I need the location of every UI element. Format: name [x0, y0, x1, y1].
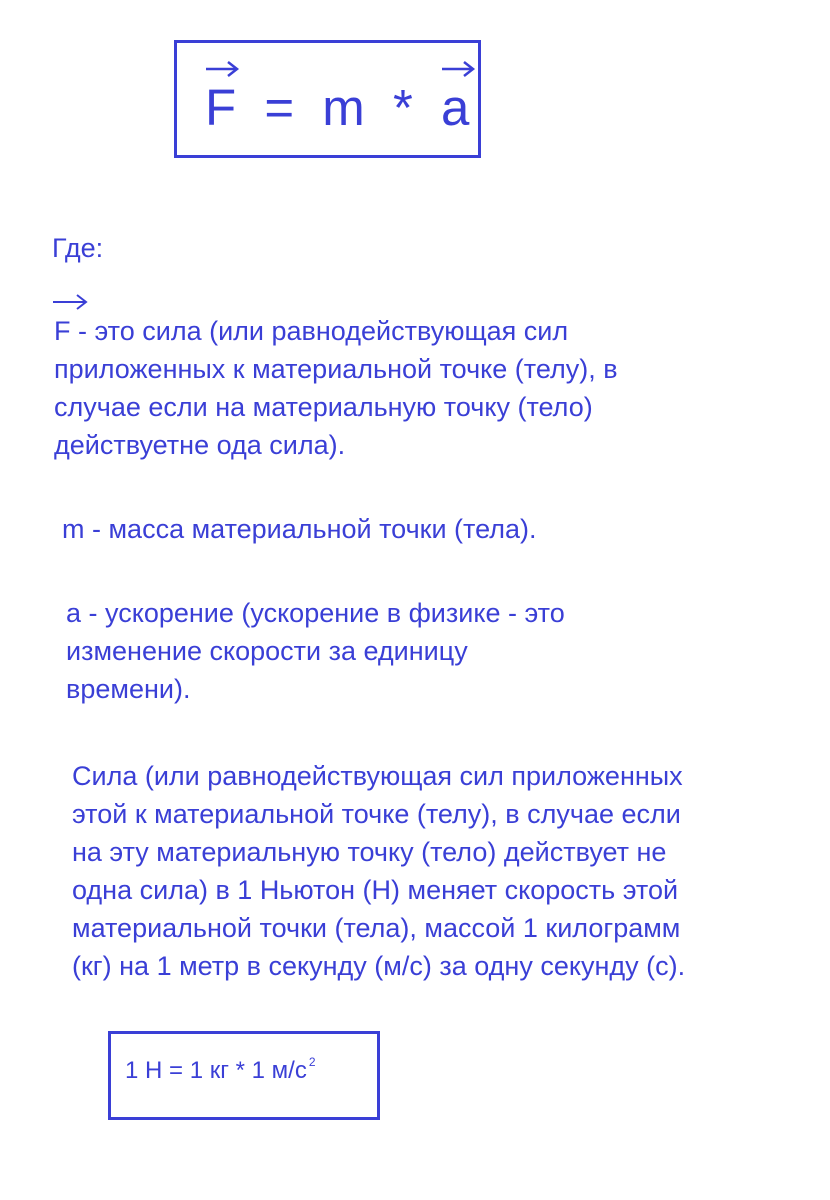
newton-definition-line: этой к материальной точке (телу), в случае если [72, 799, 681, 829]
unit-formula [125, 1054, 316, 1091]
force-definition-line: действуетне ода сила). [54, 430, 346, 460]
mass-symbol: m [322, 79, 365, 136]
mass-definition-line: m - масса материальной точки (тела). [62, 514, 537, 544]
where-label: Где: [52, 233, 104, 263]
equals-sign: = [264, 79, 295, 136]
acceleration-definition-line: изменение скорости за единицу [66, 636, 468, 666]
acceleration-definition-line: a - ускорение (ускорение в физике - это [66, 598, 565, 628]
mass-definition [62, 510, 536, 548]
force-definition [54, 312, 618, 464]
acceleration-definition [66, 594, 565, 708]
newton-definition-line: материальной точки (тела), массой 1 килограмм [72, 913, 681, 943]
vector-arrow-icon [205, 60, 236, 78]
acceleration-definition-line: времени). [66, 674, 191, 704]
acceleration-symbol: a [440, 79, 470, 136]
newton-definition-line: одна сила) в 1 Ньютон (Н) меняет скорость этой [72, 875, 679, 905]
vector-arrow-icon [441, 60, 469, 78]
newton-definition-line: на эту материальную точку (тело) действует не [72, 837, 667, 867]
newton-definition-line: Сила (или равнодействующая сил приложенных [72, 761, 683, 791]
force-vector [205, 79, 237, 136]
times-sign: * [392, 79, 413, 136]
acceleration-vector [440, 79, 470, 136]
force-definition-line: случае если на материальную точку (тело) [54, 392, 593, 422]
newton-definition [72, 757, 685, 985]
unit-formula-text: 1 Н = 1 кг * 1 м/с [125, 1057, 307, 1084]
force-definition-line: приложенных к материальной точке (телу), в [54, 354, 618, 384]
force-symbol: F [205, 79, 237, 136]
unit-formula-exponent: 2 [308, 1055, 316, 1069]
main-formula [205, 79, 470, 136]
force-definition-line: F - это сила (или равнодействующая сил [54, 316, 569, 346]
newton-definition-line: (кг) на 1 метр в секунду (м/с) за одну секунду (с). [72, 951, 686, 981]
